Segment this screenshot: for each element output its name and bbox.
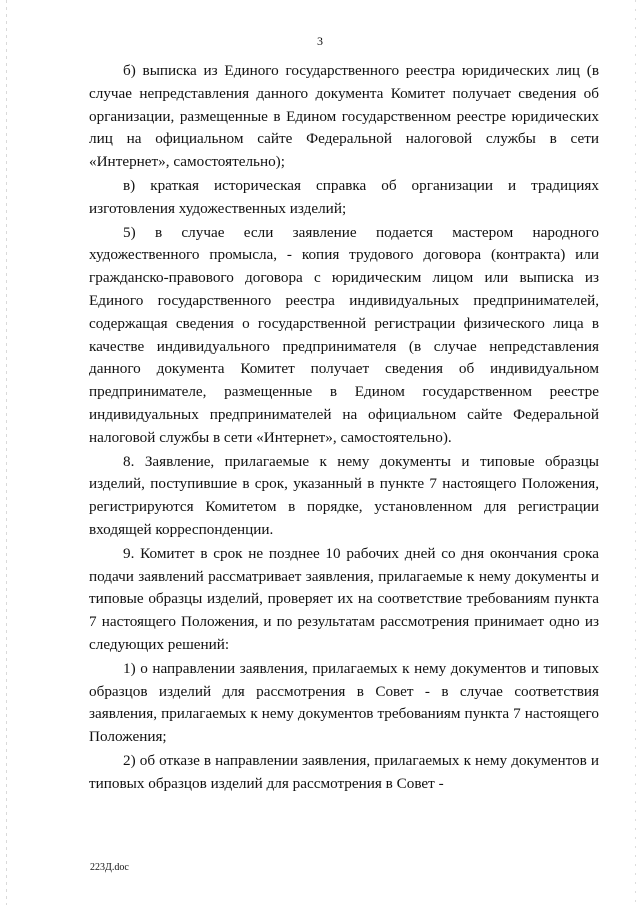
paragraph-decision-1: 1) о направлении заявления, прилагаемых к нему документов и типовых образцов изделий для рассмотрения в Совет - в случае соответствия заявления, прилагаемых к нему документов требованиям пункта 7 настоящего Положения; xyxy=(89,659,599,746)
document-body xyxy=(89,60,599,796)
paragraph-clause-8: 8. Заявление, прилагаемые к нему документы и типовые образцы изделий, поступившие в срок, указанный в пункте 7 настоящего Положения, регистрируются Комитетом в порядке, установленном для регистрации входящей корреспонденции. xyxy=(89,452,599,538)
scan-edge-left xyxy=(6,0,7,905)
paragraph-item-v: в) краткая историческая справка об организации и традициях изготовления художественных изделий; xyxy=(89,176,599,217)
paragraph-decision-2: 2) об отказе в направлении заявления, прилагаемых к нему документов и типовых образцов изделий для рассмотрения в Совет - xyxy=(89,751,599,792)
paragraph-clause-9: 9. Комитет в срок не позднее 10 рабочих дней со дня окончания срока подачи заявлений рассматривает заявления, прилагаемые к нему документы и типовые образцы изделий, проверяет их на соответствие требованиям пункта 7 настоящего Положения, и по результатам рассмотрения принимает одно из следующих решений: xyxy=(89,544,599,653)
page-number: 3 xyxy=(317,34,323,48)
scan-edge-right xyxy=(635,0,636,905)
footer-filename: 223Д.doc xyxy=(90,862,129,873)
paragraph-item-b: б) выписка из Единого государственного реестра юридических лиц (в случае непредставления данного документа Комитет получает сведения об организации, размещенные в Едином государственном реестре юридических лиц на официальном сайте Федеральной налоговой службы в сети «Интернет», самостоятельно); xyxy=(89,62,599,171)
paragraph-item-5: 5) в случае если заявление подается мастером народного художественного промысла, - копия трудового договора (контракта) или гражданско-правового договора с юридическим лицом или выписка из Единого государственного реестра индивидуальных предпринимателей, содержащая сведения о государственной регистрации физического лица в качестве индивидуального предпринимателя (в случае непредставления данного документа Комитет получает сведения об индивидуальном предпринимателе, размещенные в Едином государственном реестре индивидуальных предпринимателей на официальном сайте Федеральной налоговой службы в сети «Интернет», самостоятельно). xyxy=(89,223,599,446)
